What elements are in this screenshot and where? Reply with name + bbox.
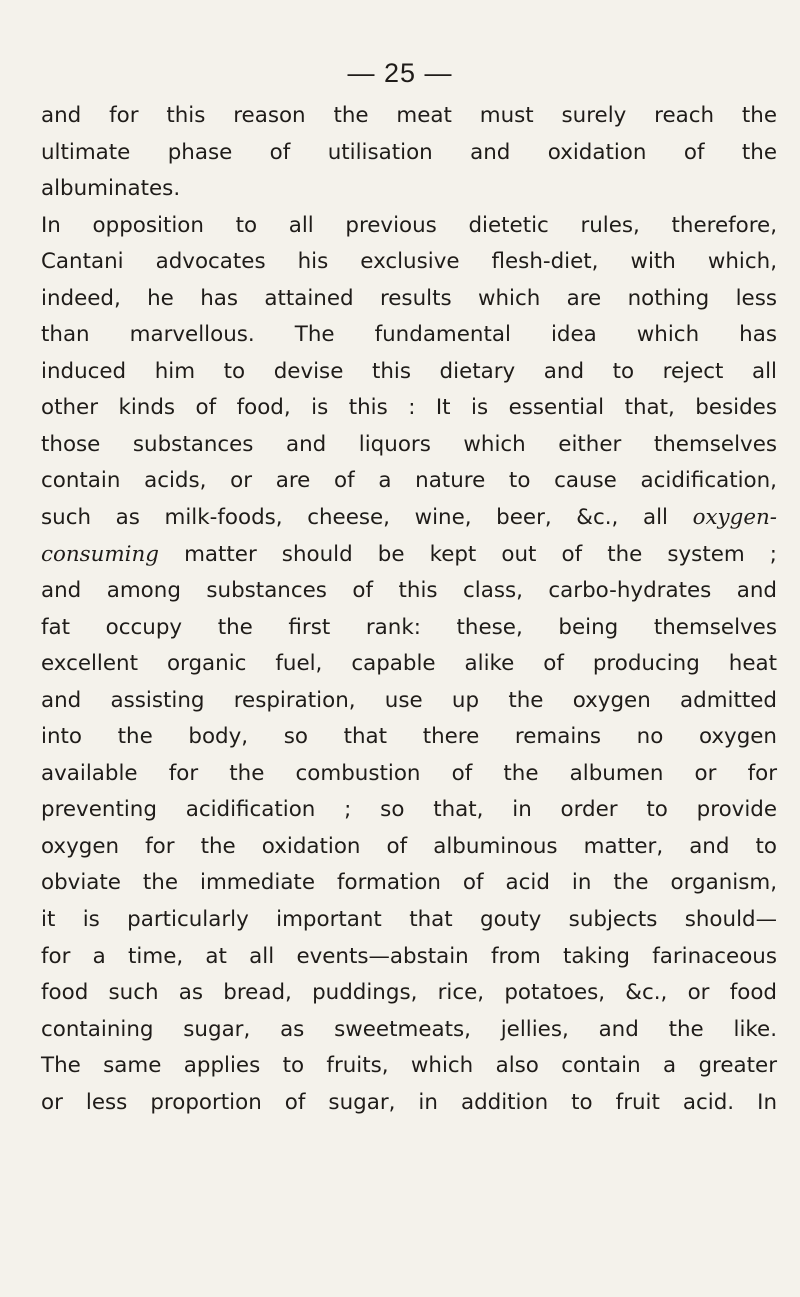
- text-line: and among substances of this class, carbo-hydrates and: [41, 578, 777, 604]
- text-line: into the body, so that there remains no oxygen: [41, 724, 777, 750]
- text-line: it is particularly important that gouty subjects should—: [41, 907, 777, 933]
- text-line: available for the combustion of the albumen or for: [41, 760, 777, 786]
- italic-term: oxygen-: [692, 505, 777, 531]
- text-line: albuminates.: [41, 176, 181, 202]
- text-line: than marvellous. The fundamental idea which has: [41, 322, 777, 348]
- text-line: those substances and liquors which either themselves: [41, 431, 777, 457]
- text-line: In opposition to all previous dietetic rules, therefore,: [41, 212, 777, 238]
- text-line: or less proportion of sugar, in addition to fruit acid. In: [41, 1089, 777, 1115]
- text-line: obviate the immediate formation of acid in the organism,: [41, 870, 777, 896]
- text-line: The same applies to fruits, which also contain a greater: [41, 1053, 777, 1079]
- text-line: food such as bread, puddings, rice, potatoes, &c., or food: [41, 980, 777, 1006]
- text-line: fat occupy the first rank: these, being themselves: [41, 614, 777, 640]
- text-line: containing sugar, as sweetmeats, jellies, and the like.: [41, 1016, 777, 1042]
- body-text: [41, 98, 777, 1121]
- page-number: — 25 —: [347, 58, 453, 88]
- text-line: ultimate phase of utilisation and oxidation of the: [41, 139, 777, 165]
- text-line: oxygen for the oxidation of albuminous matter, and to: [41, 833, 777, 859]
- text-line: for a time, at all events—abstain from taking farinaceous: [41, 943, 777, 969]
- text-line: induced him to devise this dietary and to reject all: [41, 358, 777, 384]
- text-line: excellent organic fuel, capable alike of producing heat: [41, 651, 777, 677]
- text-line: and for this reason the meat must surely reach the: [41, 103, 777, 128]
- text-line: indeed, he has attained results which are nothing less: [41, 285, 777, 311]
- text-line: other kinds of food, is this : It is essential that, besides: [41, 395, 777, 421]
- text-line: and assisting respiration, use up the oxygen admitted: [41, 687, 777, 713]
- text-line: such as milk-foods, cheese, wine, beer, &c., all oxygen-: [41, 505, 777, 531]
- text-line: consuming matter should be kept out of the system ;: [41, 541, 777, 567]
- text-line: contain acids, or are of a nature to cause acidification,: [41, 468, 777, 494]
- text-line: preventing acidification ; so that, in order to provide: [41, 797, 777, 823]
- italic-term: consuming: [41, 541, 159, 567]
- text-line: Cantani advocates his exclusive flesh-diet, with which,: [41, 249, 777, 275]
